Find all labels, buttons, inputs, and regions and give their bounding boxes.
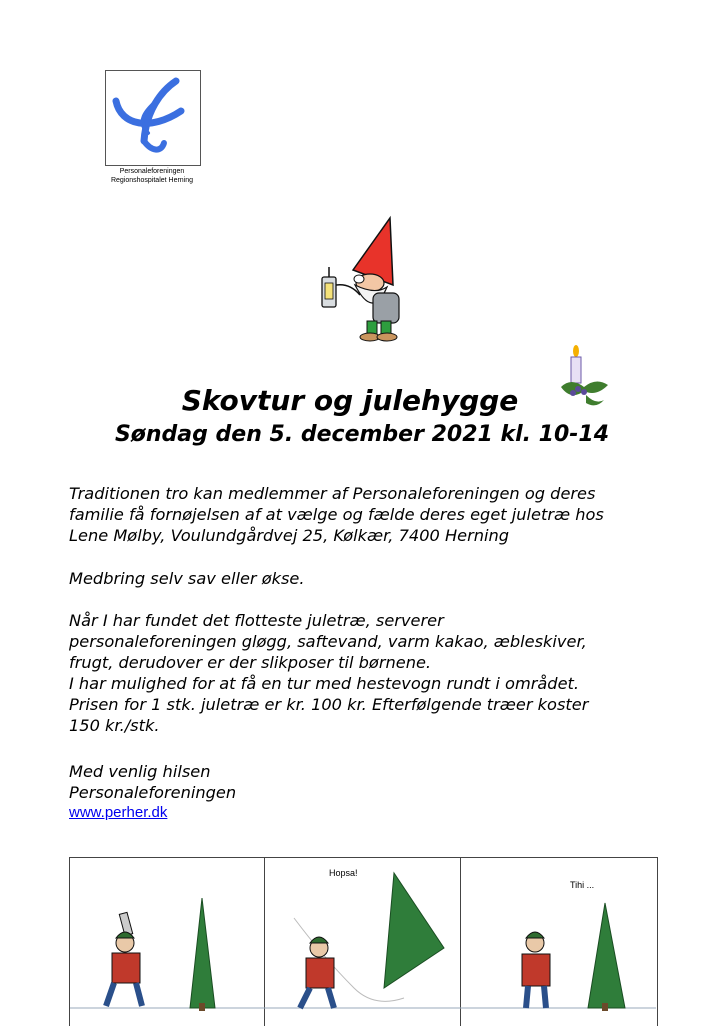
intro-paragraph (69, 483, 689, 546)
text-line: Når I har fundet det flotteste juletræ, serverer (69, 611, 444, 630)
comic-panel-1 (70, 858, 265, 1026)
lumberjack-with-axe-illustration (70, 858, 264, 1026)
comic-panel-2 (264, 858, 461, 1026)
speech-hopsa: Hopsa! (329, 868, 358, 878)
text-line: frugt, derudover er der slikposer til børnene. (69, 653, 432, 672)
comic-panel-3 (460, 858, 656, 1026)
closing-signature: Personaleforeningen (69, 783, 237, 802)
logo-line-1: Personaleforeningen (119, 168, 185, 175)
details-paragraph (69, 610, 689, 736)
text-line: I har mulighed for at få en tur med hestevogn rundt i området. (69, 674, 580, 693)
text-line: familie få fornøjelsen af at vælge og fælde deres eget juletræ hos (69, 505, 604, 524)
page-title: Skovtur og julehygge (181, 384, 519, 417)
logo (105, 70, 201, 166)
text-line: 150 kr./stk. (69, 716, 160, 735)
comic-strip (69, 857, 658, 1026)
closing-greeting: Med venlig hilsen (69, 762, 211, 781)
standing-lumberjack-illustration (460, 858, 656, 1026)
event-date: Søndag den 5. december 2021 kl. 10-14 (114, 422, 610, 447)
closing (69, 761, 689, 803)
text-line: Lene Mølby, Voulundgårdvej 25, Kølkær, 7400 Herning (69, 526, 510, 545)
gnome-illustration (315, 215, 410, 345)
logo-line-2: Regionshospitalet Herning (110, 177, 194, 184)
speech-tihi: Tihi ... (570, 880, 595, 890)
logo-mark-icon (106, 71, 200, 165)
bring-tools-paragraph: Medbring selv sav eller økse. (69, 569, 305, 588)
text-line: Prisen for 1 stk. juletræ er kr. 100 kr. Efterfølgende træer koster (69, 695, 589, 714)
website-link[interactable]: www.perher.dk (69, 804, 168, 821)
text-line: Traditionen tro kan medlemmer af Personaleforeningen og deres (69, 484, 596, 503)
logo-caption (92, 167, 212, 185)
text-line: personaleforeningen gløgg, saftevand, varm kakao, æbleskiver, (69, 632, 587, 651)
falling-tree-illustration (264, 858, 460, 1026)
